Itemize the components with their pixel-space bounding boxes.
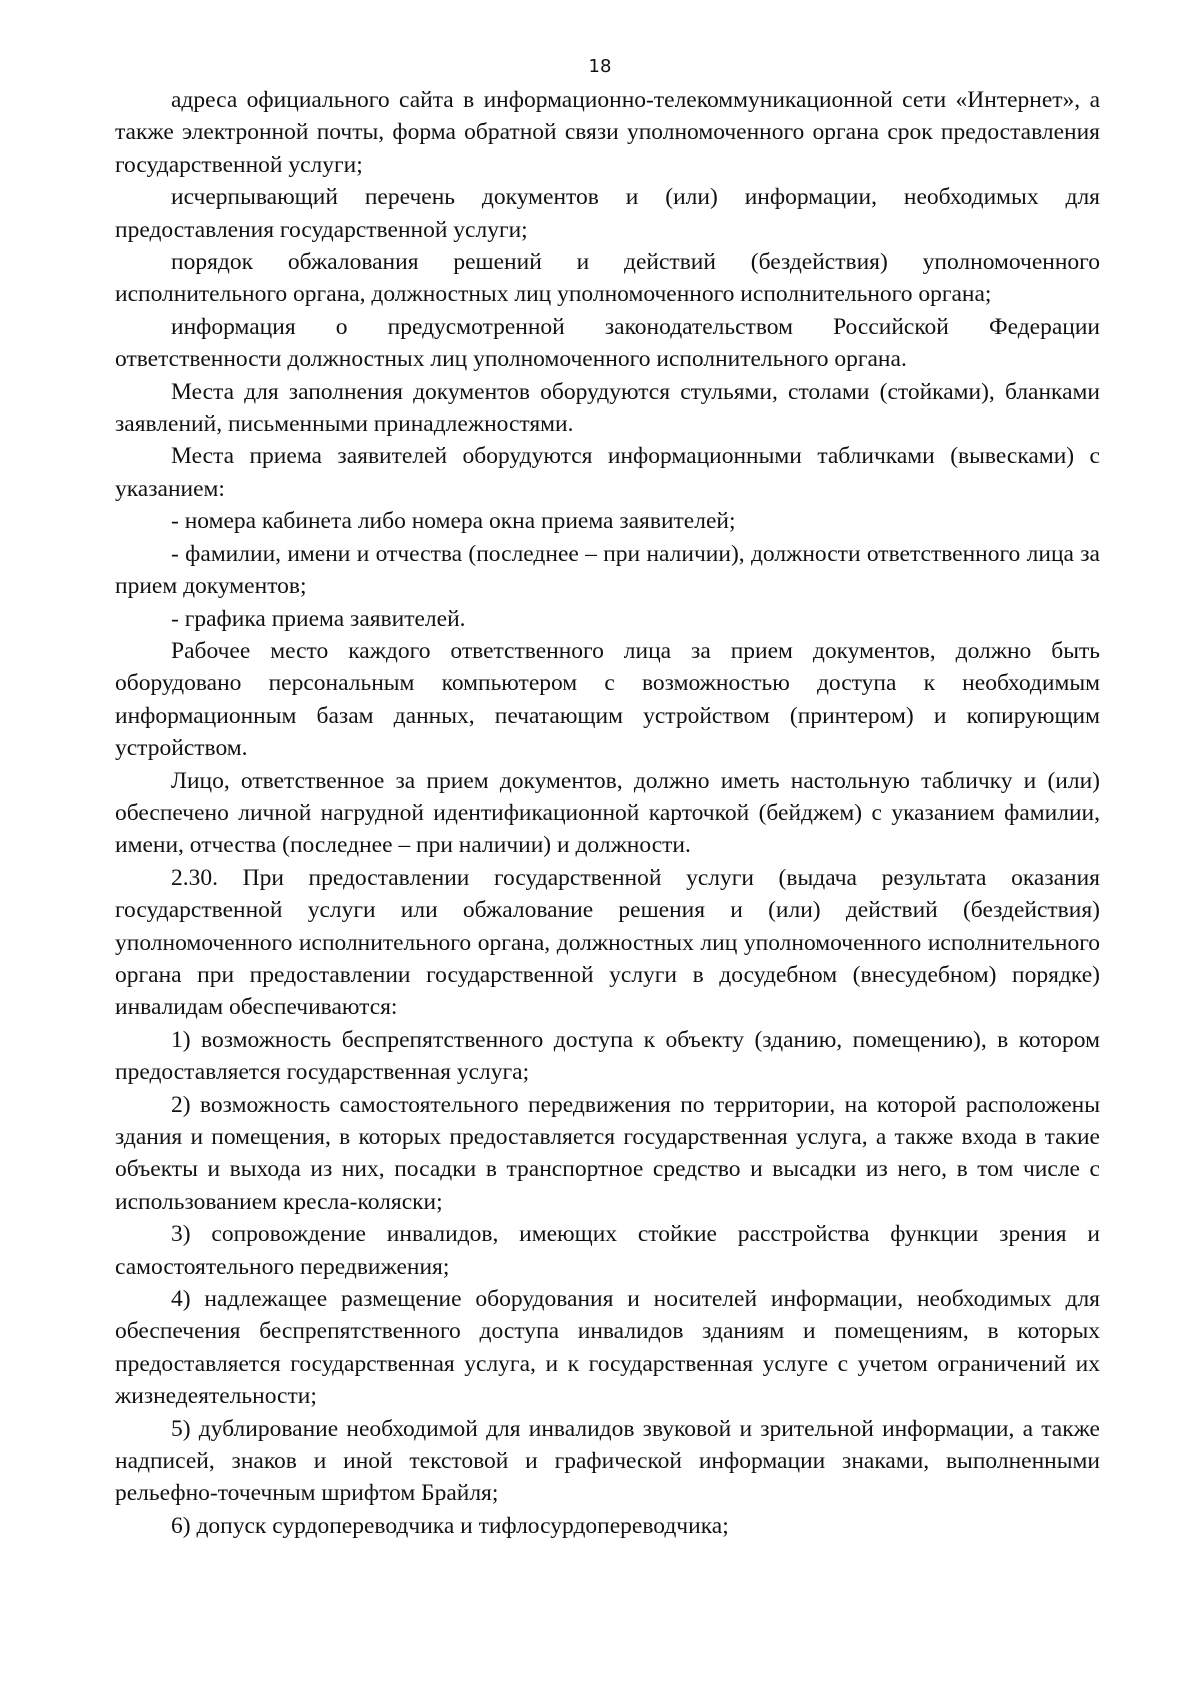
paragraph-filling-places: Места для заполнения документов оборудуются стульями, столами (стойками), бланками заявлений, письменными принадлежностями.	[115, 378, 1100, 438]
paragraph-liability-info: информация о предусмотренной законодательством Российской Федерации ответственности должностных лиц уполномоченного исполнительного органа.	[115, 313, 1100, 373]
document-body	[115, 84, 1100, 1542]
paragraph-badge: Лицо, ответственное за прием документов, должно иметь настольную табличку и (или) обеспечено личной нагрудной идентификационной карточкой (бейджем) с указанием фамилии, имени, отчества (последнее – при наличии) и должности.	[115, 767, 1100, 859]
paragraph-reception-places: Места приема заявителей оборудуются информационными табличками (вывесками) с указанием:	[115, 443, 1100, 502]
list-item-4: 4) надлежащее размещение оборудования и носителей информации, необходимых для обеспечения беспрепятственного доступа инвалидов зданиям и помещениям, в которых предоставляется государственная услуга, и к государственная услуге с учетом ограничений их жизнедеятельности;	[115, 1286, 1100, 1410]
list-item-room-number: - номера кабинета либо номера окна приема заявителей;	[171, 508, 736, 535]
paragraph-appeal-procedure: порядок обжалования решений и действий (бездействия) уполномоченного исполнительного органа, должностных лиц уполномоченного исполнительного органа;	[115, 249, 1100, 308]
list-item-reception-schedule: - графика приема заявителей.	[171, 605, 466, 632]
paragraph-documents-list: исчерпывающий перечень документов и (или) информации, необходимых для предоставления государственной услуги;	[115, 184, 1100, 243]
list-item-2: 2) возможность самостоятельного передвижения по территории, на которой расположены здания и помещения, в которых предоставляется государственная услуга, а также входа в такие объекты и выхода из них, посадки в транспортное средство и высадки из него, в том числе с использованием кресла-коляски;	[115, 1091, 1100, 1215]
page-number: 18	[588, 56, 612, 77]
list-item-5: 5) дублирование необходимой для инвалидов звуковой и зрительной информации, а также надписей, знаков и иной текстовой и графической информации знаками, выполненными рельефно-точечным шрифтом Брайля;	[115, 1415, 1100, 1507]
paragraph-workplace: Рабочее место каждого ответственного лица за прием документов, должно быть оборудовано персональным компьютером с возможностью доступа к необходимым информационным базам данных, печатающим устройством (принтером) и копирующим устройством.	[115, 637, 1100, 762]
paragraph-contacts: адреса официального сайта в информационно-телекоммуникационной сети «Интернет», а также электронной почты, форма обратной связи уполномоченного органа срок предоставления государственной услуги;	[115, 87, 1100, 178]
list-item-6: 6) допуск сурдопереводчика и тифлосурдопереводчика;	[171, 1512, 729, 1539]
list-item-1: 1) возможность беспрепятственного доступа к объекту (зданию, помещению), в котором предоставляется государственная услуга;	[115, 1026, 1100, 1086]
paragraph-section-2-30: 2.30. При предоставлении государственной услуги (выдача результата оказания государственной услуги или обжалование решения и (или) действий (бездействия) уполномоченного исполнительного органа, должностных лиц уполномоченного исполнительного органа при предоставлении государственной услуги в досудебном (внесудебном) порядке) инвалидам обеспечиваются:	[115, 864, 1100, 1021]
list-item-responsible-person: - фамилии, имени и отчества (последнее – при наличии), должности ответственного лица за прием документов;	[115, 540, 1100, 600]
list-item-3: 3) сопровождение инвалидов, имеющих стойкие расстройства функции зрения и самостоятельного передвижения;	[115, 1221, 1100, 1280]
